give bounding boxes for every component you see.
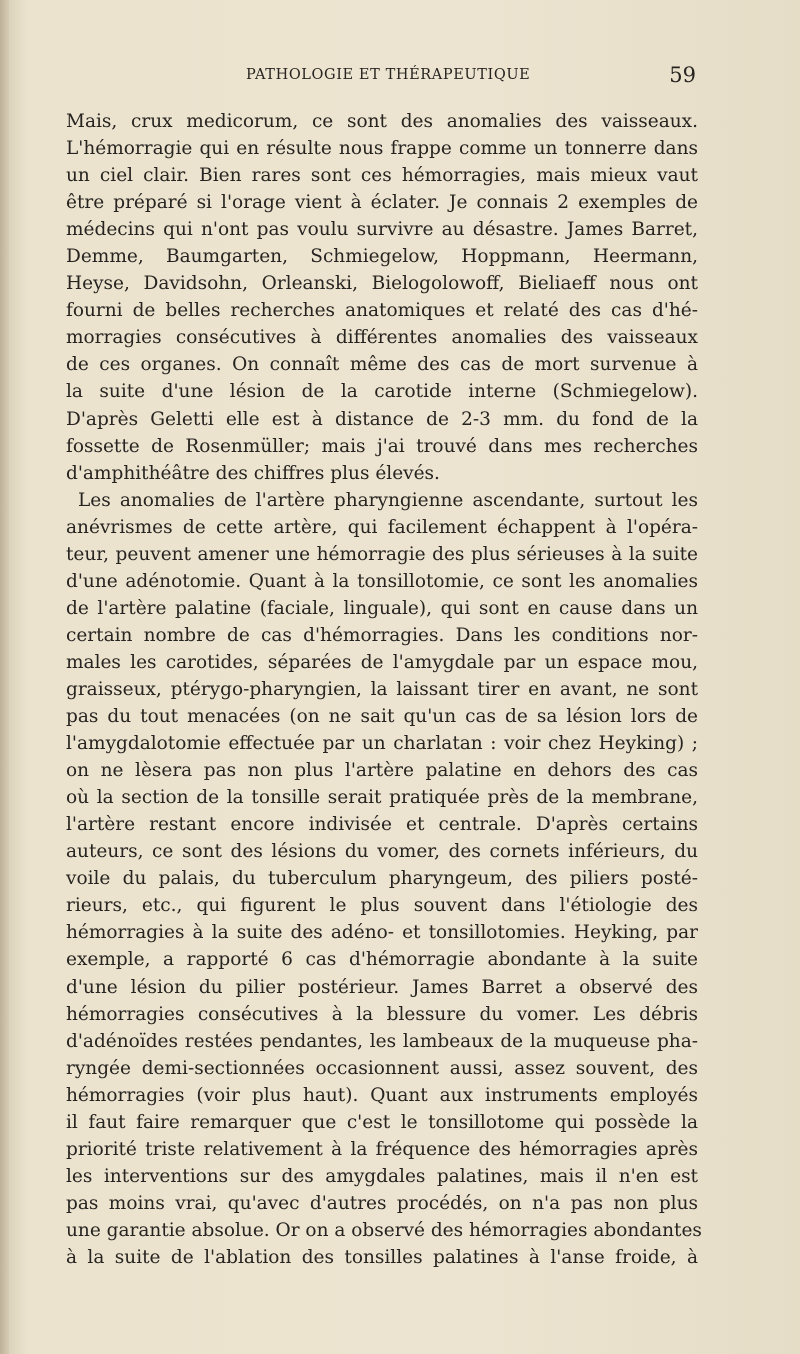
text-line: fourni de belles recherches anatomiques et relaté des cas d'hé-: [66, 300, 698, 322]
text-line: Mais, crux medicorum, ce sont des anomalies des vaisseaux.: [66, 111, 698, 132]
text-line: où la section de la tonsille serait pratiquée près de la membrane,: [66, 787, 698, 809]
text-line: males les carotides, séparées de l'amygdale par un espace mou,: [66, 651, 698, 673]
text-line: hémorragies consécutives à la blessure du vomer. Les débris: [66, 1003, 698, 1025]
text-line: auteurs, ce sont des lésions du vomer, des cornets inférieurs, du: [66, 841, 698, 863]
text-line: exemple, a rapporté 6 cas d'hémorragie abondante à la suite: [66, 949, 698, 971]
text-line: L'hémorragie qui en résulte nous frappe comme un tonnerre dans: [66, 138, 698, 160]
text-line: hémorragies à la suite des adéno- et tonsillotomies. Heyking, par: [66, 922, 698, 944]
text-line: Heyse, Davidsohn, Orleanski, Bielogolowoff, Bieliaeff nous ont: [66, 273, 698, 295]
text-line: une garantie absolue. Or on a observé des hémorragies abondantes: [66, 1219, 702, 1241]
text-line: on ne lèsera pas non plus l'artère palatine en dehors des cas: [66, 760, 698, 782]
text-line: d'adénoïdes restées pendantes, les lambeaux de la muqueuse pha-: [66, 1030, 698, 1052]
text-line: morragies consécutives à différentes anomalies des vaisseaux: [66, 327, 698, 349]
page-binding-edge: [0, 0, 9, 1354]
text-line: voile du palais, du tuberculum pharyngeum, des piliers posté-: [66, 868, 698, 890]
text-line: l'amygdalotomie effectuée par un charlatan : voir chez Heyking) ;: [66, 733, 698, 755]
text-line: être préparé si l'orage vient à éclater. Je connais 2 exemples de: [66, 192, 698, 214]
text-line: D'après Geletti elle est à distance de 2-3 mm. du fond de la: [66, 408, 698, 430]
text-line: Demme, Baumgarten, Schmiegelow, Hoppmann, Heermann,: [66, 246, 698, 268]
text-line: médecins qui n'ont pas voulu survivre au désastre. James Barret,: [66, 219, 698, 241]
text-line: pas moins vrai, qu'avec d'autres procédés, on n'a pas non plus: [66, 1192, 698, 1214]
text-line: certain nombre de cas d'hémorragies. Dans les conditions nor-: [66, 624, 698, 646]
text-line: d'amphithéâtre des chiffres plus élevés.: [66, 462, 440, 484]
text-line: de l'artère palatine (faciale, linguale), qui sont en cause dans un: [66, 597, 698, 619]
text-line: priorité triste relativement à la fréquence des hémorragies après: [66, 1138, 698, 1160]
text-line: d'une lésion du pilier postérieur. James Barret a observé des: [66, 976, 698, 998]
text-line: fossette de Rosenmüller; mais j'ai trouvé dans mes recherches: [66, 435, 698, 457]
running-title: PATHOLOGIE ET THÉRAPEUTIQUE: [246, 67, 531, 83]
text-line: hémorragies (voir plus haut). Quant aux instruments employés: [66, 1084, 698, 1106]
text-line: il faut faire remarquer que c'est le tonsillotome qui possède la: [66, 1111, 698, 1133]
text-line: la suite d'une lésion de la carotide interne (Schmiegelow).: [66, 381, 698, 403]
text-line: d'une adénotomie. Quant à la tonsillotomie, ce sont les anomalies: [66, 570, 698, 592]
body-text: [66, 108, 702, 1271]
text-line: ryngée demi-sectionnées occasionnent aussi, assez souvent, des: [66, 1057, 698, 1079]
text-line: les interventions sur des amygdales palatines, mais il n'en est: [66, 1165, 698, 1187]
text-line: Les anomalies de l'artère pharyngienne ascendante, surtout les: [78, 489, 698, 511]
text-line: teur, peuvent amener une hémorragie des plus sérieuses à la suite: [66, 543, 698, 565]
text-line: de ces organes. On connaît même des cas de mort survenue à: [66, 354, 698, 376]
page-number: 59: [669, 63, 696, 87]
text-line: à la suite de l'ablation des tonsilles palatines à l'anse froide, à: [66, 1246, 698, 1268]
running-head: [66, 63, 696, 89]
text-line: un ciel clair. Bien rares sont ces hémorragies, mais mieux vaut: [66, 165, 698, 187]
text-line: pas du tout menacées (on ne sait qu'un cas de sa lésion lors de: [66, 706, 698, 728]
text-line: anévrismes de cette artère, qui facilement échappent à l'opéra-: [66, 516, 698, 538]
text-line: l'artère restant encore indivisée et centrale. D'après certains: [66, 814, 698, 836]
text-line: graisseux, ptérygo-pharyngien, la laissant tirer en avant, ne sont: [66, 678, 698, 700]
text-line: rieurs, etc., qui figurent le plus souvent dans l'étiologie des: [66, 895, 698, 917]
